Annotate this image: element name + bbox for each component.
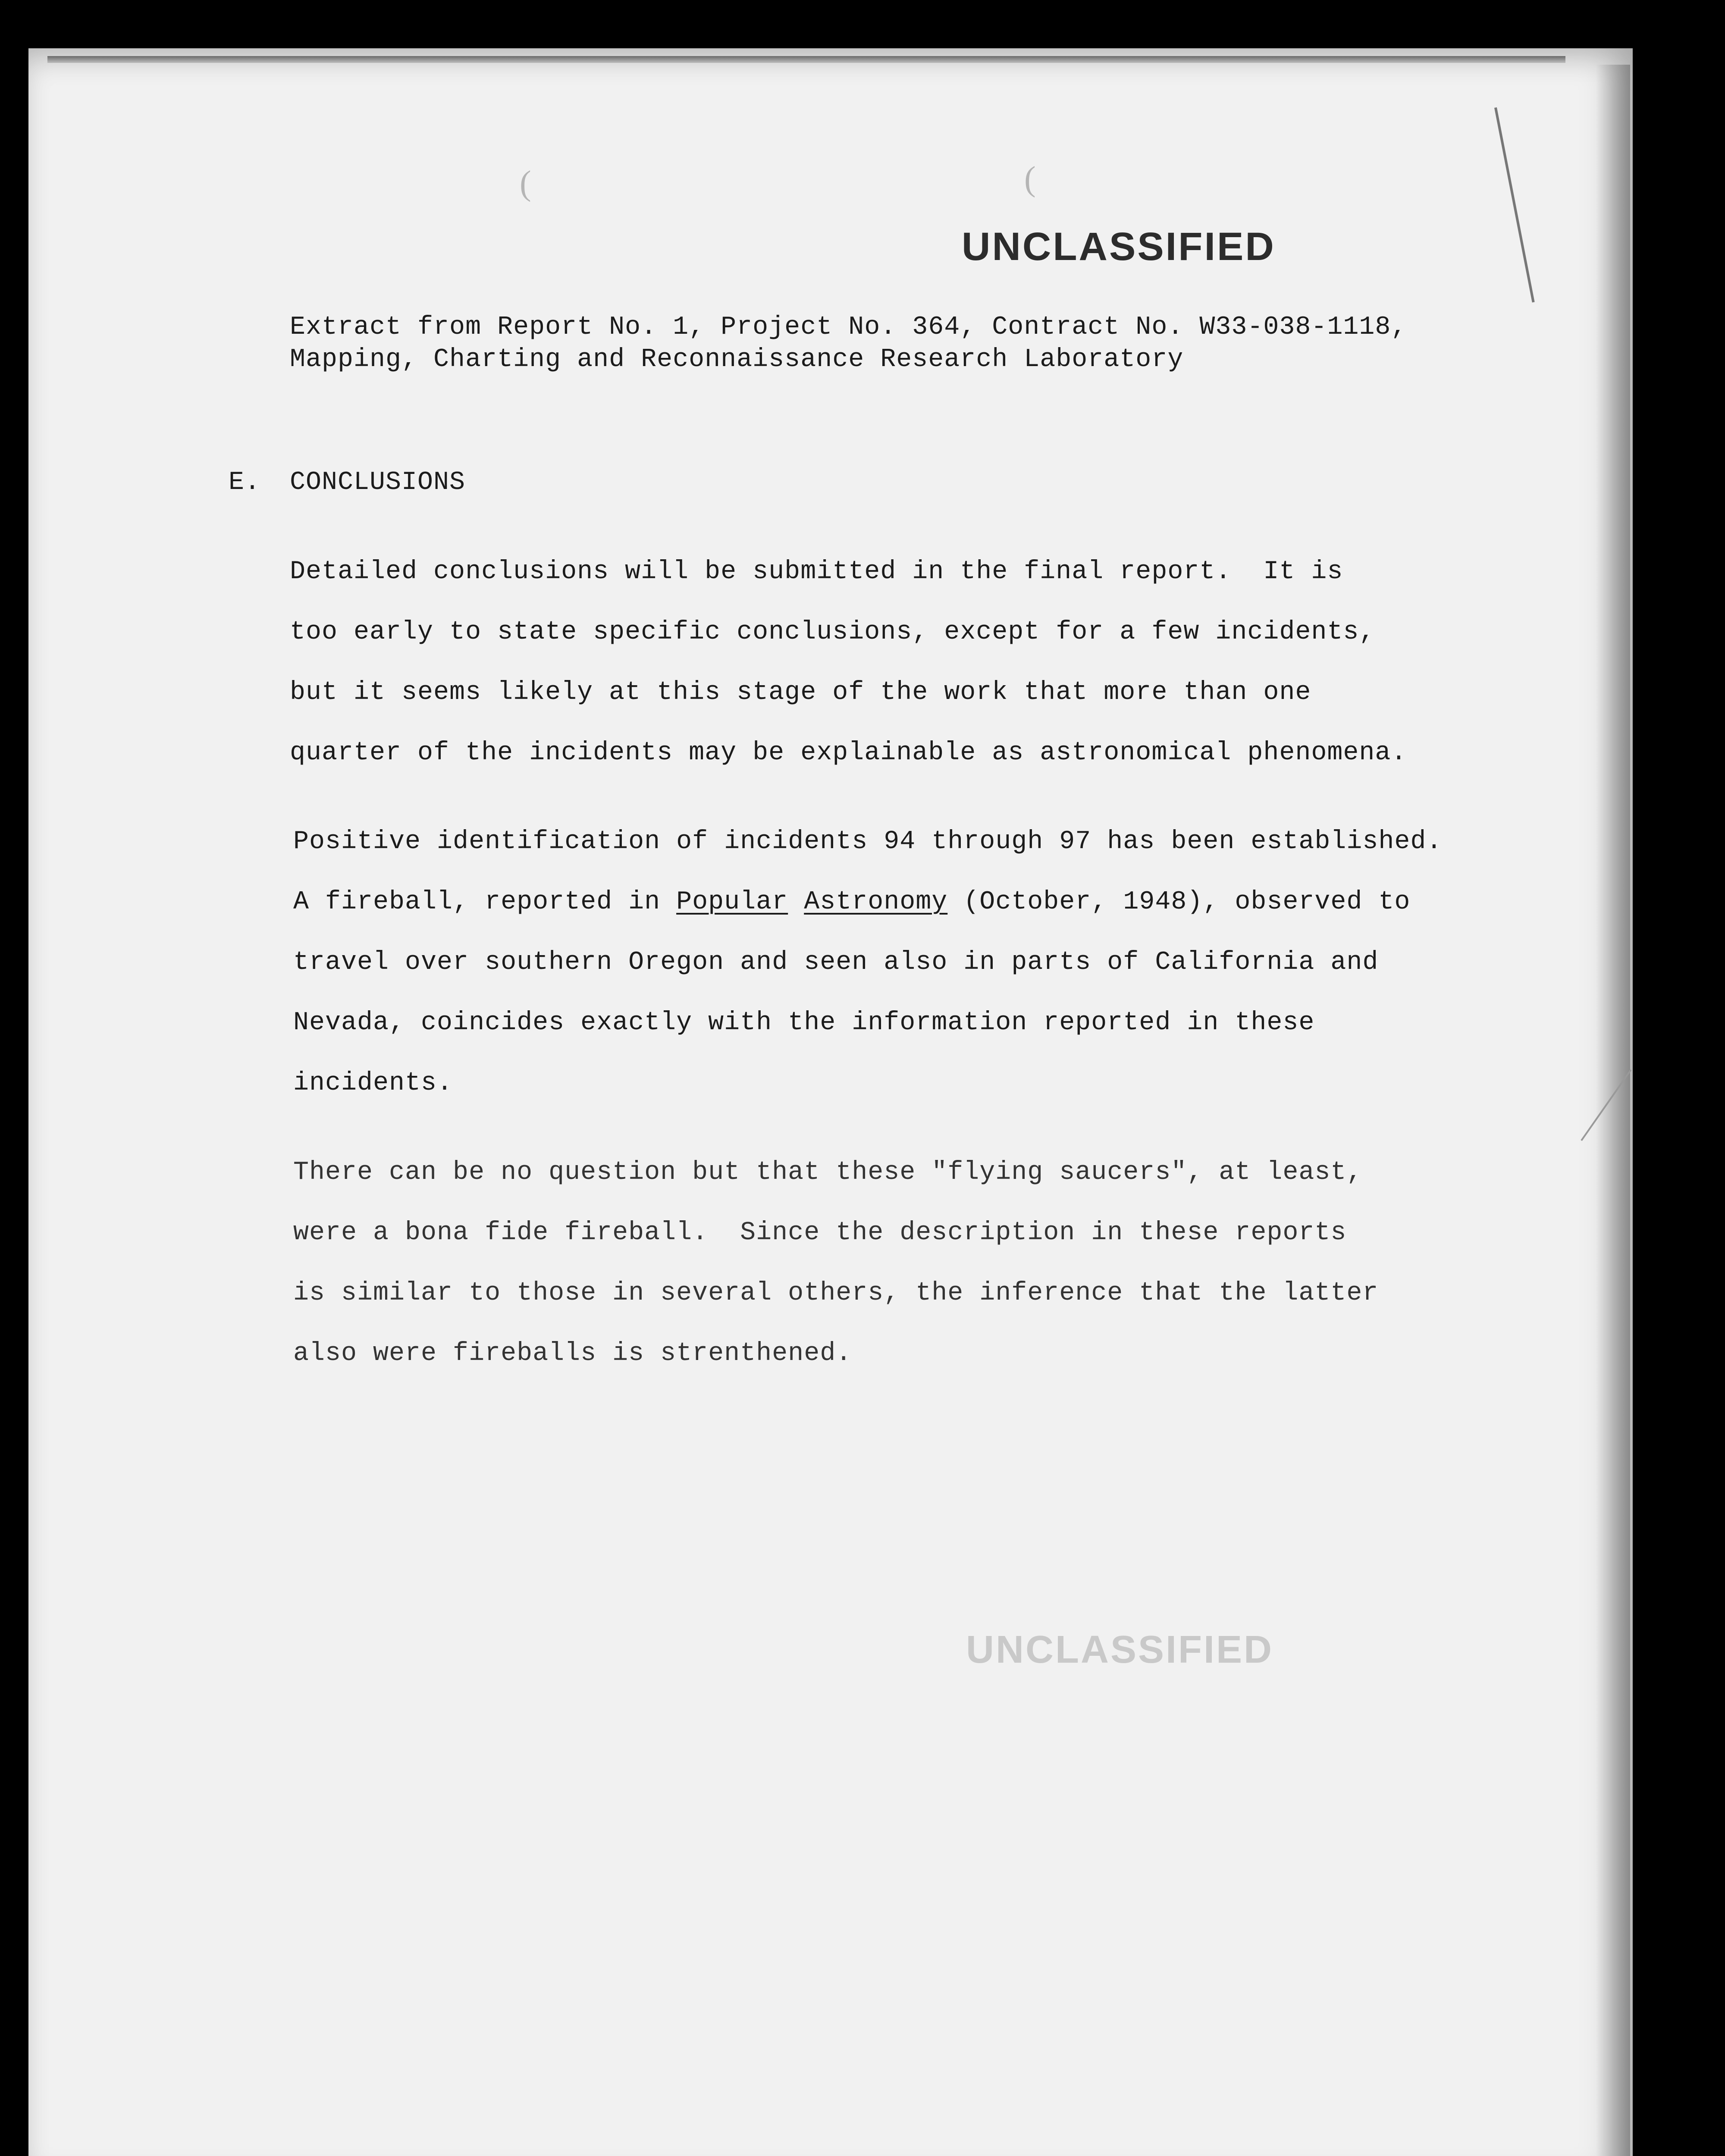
section-title: CONCLUSIONS	[290, 468, 466, 497]
paragraph-3-line-1: There can be no question but that these "flying saucers", at least,	[293, 1158, 1363, 1187]
classification-stamp-bottom: UNCLASSIFIED	[966, 1628, 1274, 1671]
paper-mark: (	[520, 164, 531, 202]
paragraph-2-line-2	[293, 887, 1410, 917]
paragraph-1-line-4: quarter of the incidents may be explainable as astronomical phenomena.	[290, 738, 1407, 768]
paragraph-2-line-4: Nevada, coincides exactly with the information reported in these	[293, 1008, 1315, 1037]
publication-title-word-1: Popular	[676, 887, 788, 917]
paragraph-2-line-5: incidents.	[293, 1069, 453, 1098]
paragraph-3-line-2: were a bona fide fireball. Since the description in these reports	[293, 1218, 1347, 1247]
paragraph-2-line-2-suffix: (October, 1948), observed to	[947, 887, 1411, 917]
header-line-2: Mapping, Charting and Reconnaissance Research Laboratory	[290, 345, 1184, 374]
paragraph-1-line-3: but it seems likely at this stage of the work that more than one	[290, 678, 1311, 707]
paragraph-1-line-1: Detailed conclusions will be submitted in the final report. It is	[290, 557, 1343, 586]
publication-title-word-2: Astronomy	[804, 887, 948, 917]
paragraph-2-line-2-prefix: A fireball, reported in	[293, 887, 677, 917]
paragraph-1-line-2: too early to state specific conclusions, except for a few incidents,	[290, 617, 1375, 647]
paper-mark: (	[1024, 160, 1036, 198]
paragraph-2-line-1: Positive identification of incidents 94 through 97 has been established.	[293, 827, 1443, 856]
header-line-1: Extract from Report No. 1, Project No. 364, Contract No. W33-038-1118,	[290, 313, 1407, 342]
paragraph-2-line-3: travel over southern Oregon and seen also in parts of California and	[293, 948, 1379, 977]
paragraph-3-line-3: is similar to those in several others, the inference that the latter	[293, 1279, 1379, 1308]
paragraph-3-line-4: also were fireballs is strenthened.	[293, 1339, 852, 1368]
classification-stamp-top: UNCLASSIFIED	[962, 225, 1276, 269]
page-top-edge	[47, 56, 1565, 63]
section-letter: E.	[229, 468, 261, 497]
